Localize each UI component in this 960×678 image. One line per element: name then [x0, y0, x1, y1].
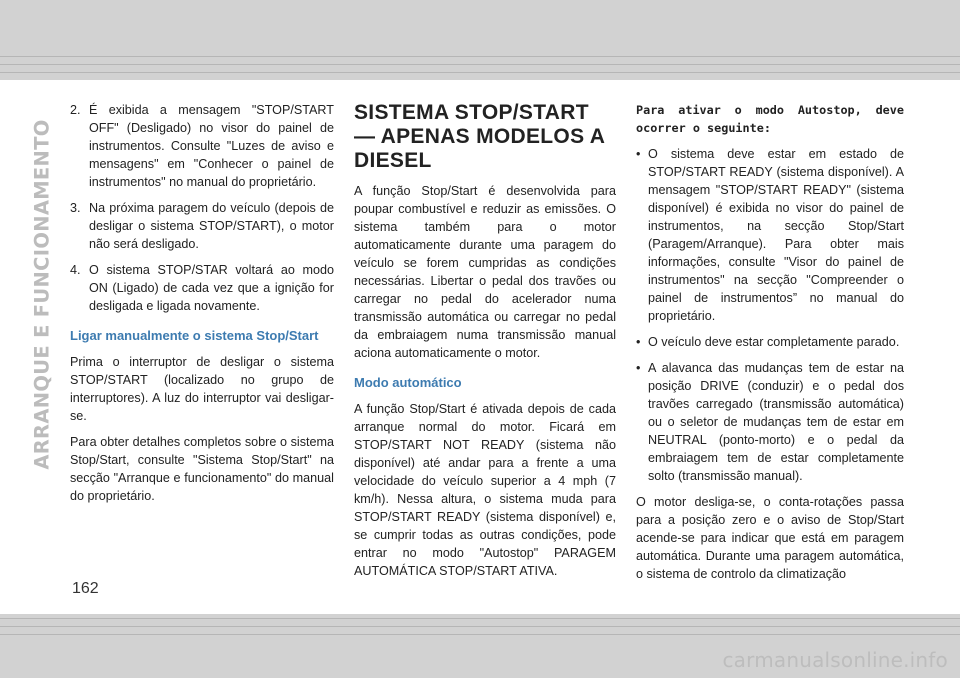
- list-item: • A alavanca das mudanças tem de estar na posição DRIVE (conduzir) e o pedal dos travões carregado (transmissão automática) ou o seletor de mudanças tem de estar em NEUTRAL (ponto-morto) e o pedal da embraiagem tem de estar completamente solto (transmissão manual).: [636, 361, 904, 483]
- page-number: 162: [72, 580, 99, 597]
- auto-mode-heading: Modo automático: [354, 375, 462, 390]
- bottom-rule-3: [0, 634, 960, 635]
- manual-start-heading: Ligar manualmente o sistema Stop/Start: [70, 328, 319, 343]
- top-rule-3: [0, 72, 960, 73]
- lead-paragraph: Para ativar o modo Autostop, deve ocorrer o seguinte:: [636, 103, 904, 135]
- section-side-tab: [30, 100, 54, 488]
- bottom-rule-1: [0, 618, 960, 619]
- steps-list: [70, 101, 334, 315]
- paragraph: O motor desliga-se, o conta-rotações passa para a posição zero e o aviso de Stop/Start acende-se para indicar que está em paragem automática. Durante uma paragem automática, o sistema de controlo da climatização: [636, 495, 904, 581]
- paragraph: Prima o interruptor de desligar o sistema STOP/START (localizado no grupo de interruptores). A luz do interruptor vai desligar-se.: [70, 355, 334, 423]
- top-band: [0, 0, 960, 80]
- watermark-text: carmanualsonline.info: [722, 648, 948, 672]
- column-3: [636, 101, 904, 591]
- column-1: [70, 101, 334, 513]
- section-title: SISTEMA STOP/START — APENAS MODELOS A DIESEL: [354, 101, 605, 172]
- paragraph: A função Stop/Start é ativada depois de cada arranque normal do motor. Ficará em STOP/START NOT READY (sistema não disponível) até andar para a frente a uma velocidade do veículo superior a 4 mph (7 km/h). Nessa altura, o sistema muda para STOP/START READY (sistema disponível) e, se cumprir todas as outras condições, pode entrar no modo "Autostop" PARAGEM AUTOMÁTICA STOP/START ATIVA.: [354, 402, 616, 578]
- top-rule-1: [0, 56, 960, 57]
- top-rule-2: [0, 64, 960, 65]
- column-2: [354, 101, 616, 588]
- step-item: 4. O sistema STOP/STAR voltará ao modo ON (Ligado) de cada vez que a ignição for desligada e ligada novamente.: [70, 263, 334, 313]
- step-item: 3. Na próxima paragem do veículo (depois de desligar o sistema STOP/START), o motor não será desligado.: [70, 201, 334, 251]
- paragraph: Para obter detalhes completos sobre o sistema Stop/Start, consulte "Sistema Stop/Start" na secção "Arranque e funcionamento" do manual do proprietário.: [70, 435, 334, 503]
- list-item: • O veículo deve estar completamente parado.: [636, 335, 900, 349]
- conditions-list: [636, 145, 904, 485]
- list-item: • O sistema deve estar em estado de STOP/START READY (sistema disponível). A mensagem "STOP/START READY" (sistema disponível) é exibida no visor do painel de instrumentos, na secção Stop/Start (Paragem/Arranque). Para obter mais informações, consulte "Visor do painel de instrumentos" na secção "Compreender o painel de instrumentos” no manual do proprietário.: [636, 147, 904, 323]
- step-item: 2. É exibida a mensagem "STOP/START OFF" (Desligado) no visor do painel de instrumentos. Consulte "Luzes de aviso e mensagens" em "Conhecer o painel de instrumentos" no manual do proprietário.: [70, 103, 334, 189]
- side-tab-label: ARRANQUE E FUNCIONAMENTO: [30, 118, 54, 470]
- bottom-rule-2: [0, 626, 960, 627]
- intro-paragraph: A função Stop/Start é desenvolvida para poupar combustível e reduzir as emissões. O sistema também para o motor automaticamente durante uma paragem do veículo se forem cumpridas as condições necessárias. Libertar o pedal dos travões ou carregar no pedal do acelerador numa transmissão automática ou carregar no pedal da embraiagem numa transmissão manual aciona automaticamente o motor.: [354, 184, 616, 360]
